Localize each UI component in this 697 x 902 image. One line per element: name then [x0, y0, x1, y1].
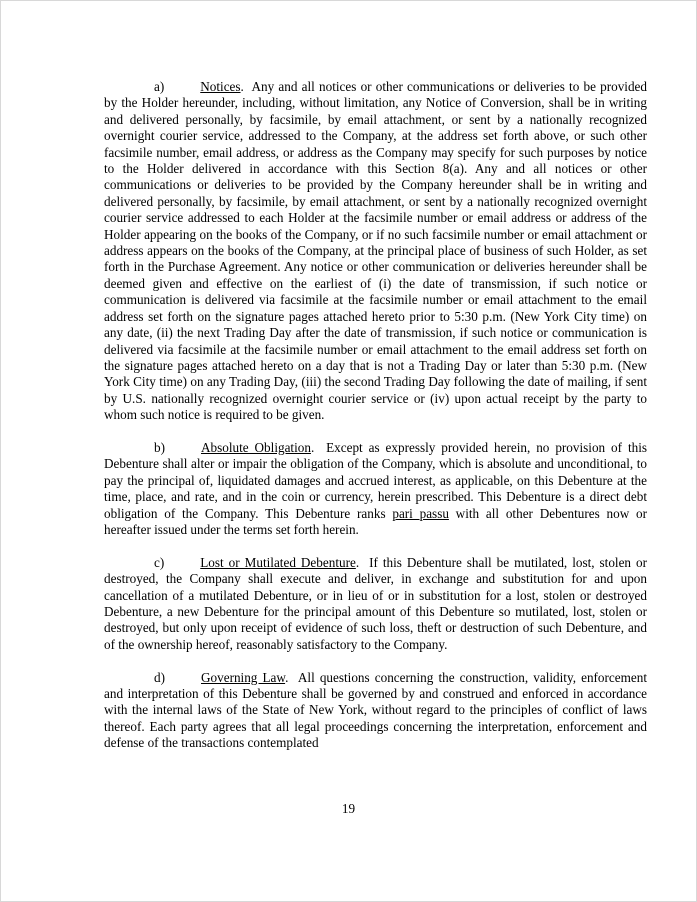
section-body-text: Except as expressly provided herein, no provision of this Debenture shall alter or impair the obligation of the Company, which is absolute and unconditional, to pay the principal of, liquidated damages and accrued interest, as applicable, on this Debenture at the time, place, and rate, and in the coin or currency, herein prescribed. This Debenture is a direct debt obligation of the Company. This Debenture ranks [104, 439, 648, 521]
section-heading: Absolute Obligation [201, 439, 311, 455]
section-b-absolute-obligation [104, 440, 647, 538]
section-body-text: with all other Debentures now or hereafter issued under the terms set forth herein. [104, 505, 647, 537]
section-label: c) [154, 554, 165, 570]
section-heading: Notices [200, 79, 241, 94]
section-d-governing-law [104, 670, 647, 752]
section-body-text: Any and all notices or other communications or deliveries to be provided by the Holder hereunder, including, without limitation, any Notice of Conversion, shall be in writing and delivered personally, by facsimile, by email attachment, or sent by a nationally recognized overnight courier service, addressed to the Company, at the address set forth above, or such other facsimile number, email address, or address as the Company may specify for such purposes by notice to the Holder delivered in accordance with this Section 8(a). Any and all notices or other communications or deliveries to be provided by the Company hereunder shall be in writing and delivered personally, by facsimile, by email attachment, or sent by a nationally recognized overnight courier service addressed to each Holder at the facsimile number or email address or address of the Holder appearing on the books of the Company, or if no such facsimile number or email attachment or address appears on the books of the Company, at the principal place of business of such Holder, as set forth in the Purchase Agreement. Any notice or other communication or deliveries hereunder shall be deemed given and effective on the earliest of (i) the date of transmission, if such notice or communication is delivered via facsimile at the facsimile number or email attachment to the email address set forth on the signature pages attached hereto prior to 5:30 p.m. (New York City time) on any date, (ii) the next Trading Day after the date of transmission, if such notice or communication is delivered via facsimile at the facsimile number or email attachment to the email address set forth on the signature pages attached hereto on a day that is not a Trading Day or later than 5:30 p.m. (New York City time) on any Trading Day, (iii) the second Trading Day following the date of mailing, if sent by U.S. nationally recognized overnight courier service or (iv) upon actual receipt by the party to whom such notice is required to be given. [104, 79, 647, 423]
section-heading-punctuation: . [285, 669, 289, 685]
section-body-text: All questions concerning the construction, validity, enforcement and interpretation of this Debenture shall be governed by and construed and enforced in accordance with the internal laws of the State of New York, without regard to the principles of conflict of laws thereof. Each party agrees that all legal proceedings concerning the interpretation, enforcement and defense of the transactions contemplated [104, 669, 647, 751]
section-heading-punctuation: . [310, 439, 315, 455]
section-heading: Governing Law [201, 669, 286, 685]
section-label: a) [154, 79, 165, 94]
page-number: 19 [341, 801, 356, 816]
section-label: d) [154, 669, 165, 685]
section-c-lost-or-mutilated-debenture [104, 555, 647, 653]
document-text-block [104, 79, 647, 752]
sections-container [104, 79, 647, 752]
section-heading-punctuation: . [240, 79, 244, 94]
section-body-text: If this Debenture shall be mutilated, lost, stolen or destroyed, the Company shall execute and deliver, in exchange and substitution for and upon cancellation of a mutilated Debenture, or in lieu of or in substitution for a lost, stolen or destroyed Debenture, a new Debenture for the principal amount of this Debenture so mutilated, lost, stolen or destroyed, but only upon receipt of evidence of such loss, theft or destruction of such Debenture, and of the ownership hereof, reasonably satisfactory to the Company. [104, 554, 647, 652]
section-heading-punctuation: . [355, 554, 360, 570]
section-heading: Lost or Mutilated Debenture [200, 554, 356, 570]
section-a-notices [104, 79, 647, 424]
underlined-phrase: pari passu [392, 505, 449, 521]
section-label: b) [154, 439, 165, 455]
